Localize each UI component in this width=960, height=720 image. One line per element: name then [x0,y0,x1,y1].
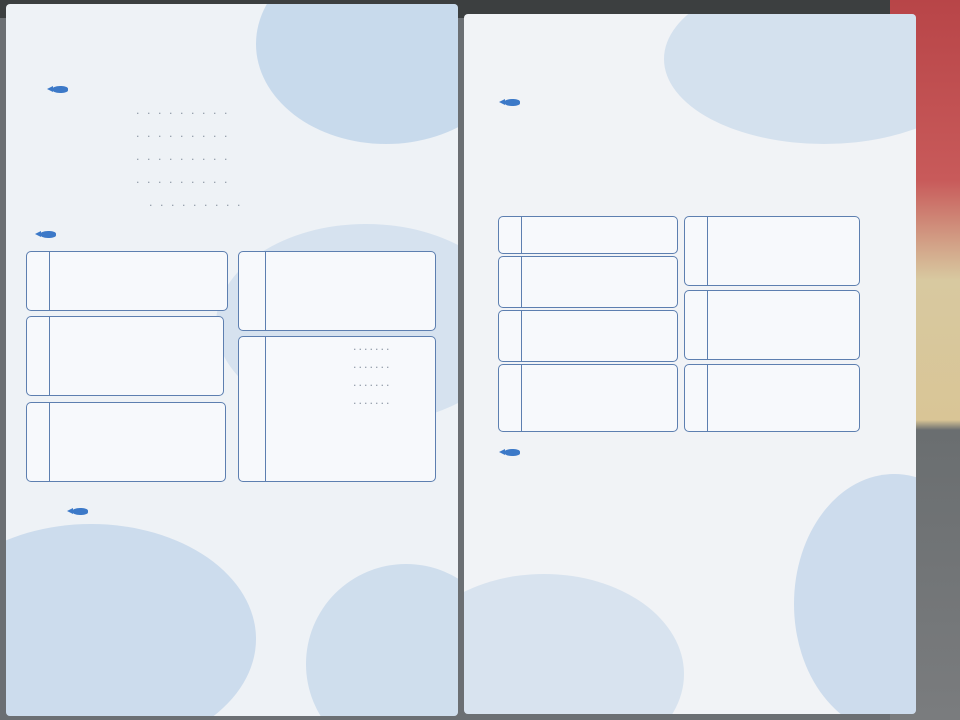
combo-box-11 [684,290,860,360]
fish-icon [504,99,520,106]
leader-dots: · · · · · · · · · [136,130,230,143]
wave-decoration [306,564,458,716]
wave-decoration [464,574,684,714]
wave-decoration [664,14,916,144]
box-divider [707,217,708,285]
box-divider [521,311,522,361]
fish-icon [40,231,56,238]
box-divider [707,365,708,431]
section-heading-bluefin-sashimi [504,94,526,110]
section-heading-bluefin-sushi [504,444,526,460]
fish-icon [504,449,520,456]
combo-box-6 [498,216,678,254]
leader-dots: ······· [353,397,392,410]
leader-dots: · · · · · · · · · [136,107,230,120]
combo-box-5 [238,336,436,482]
box-divider [707,291,708,359]
left-menu-page [6,4,458,716]
combo-box-8 [498,310,678,362]
combo-box-4 [238,251,436,331]
leader-dots: ······· [353,361,392,374]
leader-dots: ······· [353,379,392,392]
combo-box-9 [498,364,678,432]
leader-dots: · · · · · · · · · [149,199,243,212]
leader-dots: ······· [353,343,392,356]
leader-dots: · · · · · · · · · [136,153,230,166]
section-heading-japan [72,503,94,519]
fish-icon [52,86,68,93]
box-divider [521,217,522,253]
fish-icon [72,508,88,515]
combo-box-2 [26,316,224,396]
wave-decoration [256,4,458,144]
leader-dots: · · · · · · · · · [136,176,230,189]
right-menu-page [464,14,916,714]
combo-box-3 [26,402,226,482]
combo-box-10 [684,216,860,286]
combo-box-7 [498,256,678,308]
section-heading-combo [40,226,62,242]
box-divider [521,257,522,307]
box-divider [521,365,522,431]
section-heading-single [52,81,74,97]
combo-box-1 [26,251,228,311]
wave-decoration [6,524,256,716]
combo-box-12 [684,364,860,432]
wave-decoration [794,474,916,714]
